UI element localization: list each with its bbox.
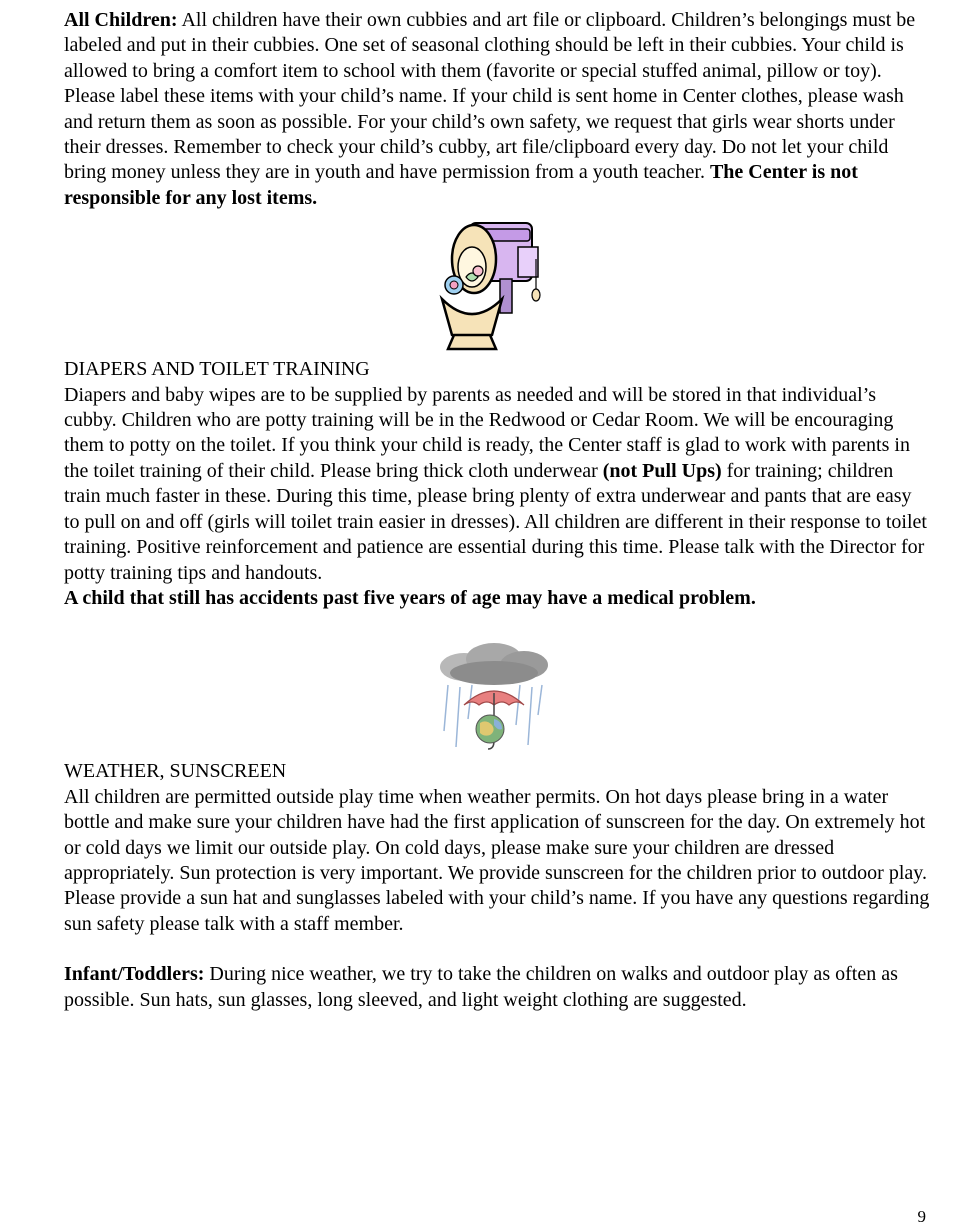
weather-heading: WEATHER, SUNSCREEN [64,760,287,783]
rain-umbrella-clipart-icon [434,641,552,759]
page-number: 9 [917,1207,926,1226]
infant-toddlers-text: During nice weather, we try to take the children on walks and outdoor play as often as possible. Sun hats, sun glasses, long sleeved, and light weight clothing are suggested. [64,963,898,1011]
medical-problem-note [64,586,932,611]
document-page [64,8,932,1013]
diapers-paragraph [64,383,932,586]
weather-paragraph: All children are permitted outside play time when weather permits. On hot days please bring in a water bottle and make sure your children have had the first application of sunscreen for the day. On extremely hot or cold days we limit our outside play. On cold days, please make sure your children are dressed appropriately. Sun protection is very important. We provide sunscreen for the children prior to outdoor play. Please provide a sun hat and sunglasses labeled with your child’s name. If you have any questions regarding sun safety please talk with a staff member. [64,785,930,935]
not-pull-ups-note: (not Pull Ups) [602,459,722,482]
lost-items-note: The Center is not responsible for any lost items. [64,161,858,209]
all-children-text: All children have their own cubbies and art file or clipboard. Children’s belongings must be labeled and put in their cubbies. One set of seasonal clothing should be left in their cubbies. Your child is allowed to bring a comfort item to school with them (favorite or special stuffed animal, pillow or toy). Please label these items with your child’s name. If your child is sent home in Center clothes, please wash and return them as soon as possible. For your child’s own safety, we request that girls wear shorts under their dresses. Remember to check your child’s cubby, art file/clipboard every day. Do not let your child bring money unless they are in youth and have permission from a youth teacher. [64,9,916,184]
all-children-label: All Children: [64,9,178,31]
infant-toddlers-paragraph [64,962,932,1013]
medical-problem-text: A child that still has accidents past five years of age may have a medical problem. [64,586,756,609]
toilet-clipart-icon [432,219,552,357]
diapers-text-after: for training; children train much faster in these. During this time, please bring plenty of extra underwear and pants that are easy to pull on and off (girls will toilet train easier in dresses). All children are different in their response to toilet training. Positive reinforcement and patience are essential during this time. Please talk with the Director for potty training tips and handouts. [64,459,927,584]
all-children-paragraph [64,8,932,211]
diapers-heading: DIAPERS AND TOILET TRAINING [64,358,370,381]
infant-toddlers-label: Infant/Toddlers: [64,963,205,986]
diapers-text-before: Diapers and baby wipes are to be supplied by parents as needed and will be stored in that individual’s cubby. Children who are potty training will be in the Redwood or Cedar Room. We will be encouraging them to potty on the toilet. If you think your child is ready, the Center staff is glad to work with parents in the toilet training of their child. Please bring thick cloth underwear [64,383,910,482]
paragraph-gap [64,937,932,962]
